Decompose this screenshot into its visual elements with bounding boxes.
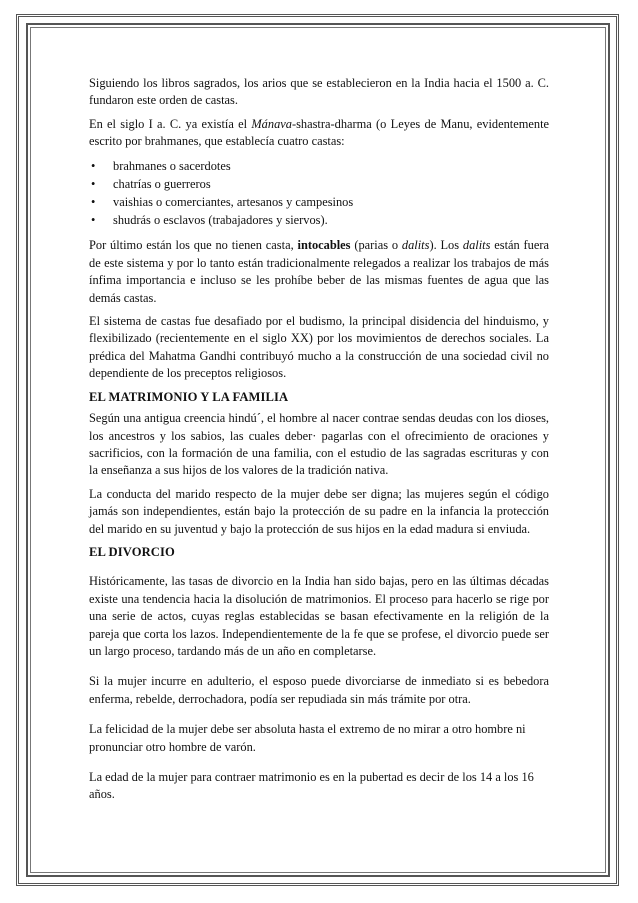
paragraph-adultery: Si la mujer incurre en adulterio, el esposo puede divorciarse de inmediato si es bebedora enferma, rebelde, derrochadora, podía ser repudiada sin más trámite por otra. [89,674,549,706]
untouchables-text-4: están fuera de este sistema y por lo tanto están tradicionalmente relegados a realizar los trabajos de más ínfima importancia e incluso se les prohíbe beber de las mismas fuentes de agua que las demás castas. [89,238,550,305]
manava-italic: Mánava [251,116,292,131]
paragraph-manu-laws [89,116,549,151]
paragraph-marriage-age: La edad de la mujer para contraer matrimonio es en la pubertad es decir de los 14 a los 16 años. [89,770,534,802]
caste-list [89,157,549,230]
list-item [89,193,549,211]
paragraph-manu-text-2: -shastra-dharma (o Leyes de Manu, evidentemente escrito por brahmanes, que establecía cuatro castas: [89,116,550,149]
paragraph-aryans: Siguiendo los libros sagrados, los arios que se establecieron en la India hacia el 1500 a. C. fundaron este orden de castas. [89,76,549,108]
caste-label: chatrías o guerreros [113,176,211,191]
paragraph-happiness: La felicidad de la mujer debe ser absoluta hasta el extremo de no mirar a otro hombre ni pronunciar otro hombre de varón. [89,722,526,754]
bullet-icon: • [91,176,96,191]
caste-label: vaishias o comerciantes, artesanos y campesinos [113,195,354,210]
dalits-italic: dalits [462,238,491,253]
paragraph-untouchables [89,237,549,307]
paragraph-caste-challenge: El sistema de castas fue desafiado por el budismo, la principal disidencia del hinduismo, y flexibilizado (recientemente en el siglo XX) por los movimientos de derechos sociales. La prédica del Mahatma Gandhi contribuyó mucho a la construcción de una sociedad civil no dependiente de los preceptos religiosos. [89,314,549,381]
bullet-icon: • [91,195,96,210]
bullet-icon: • [91,213,96,228]
heading-marriage-family: EL MATRIMONIO Y LA FAMILIA [89,389,289,404]
paragraph-ancient-belief: Según una antigua creencia hindú´, el hombre al nacer contrae sendas deudas con los dioses, los ancestros y los sabios, las cuales deber· pagarlas con el ofrecimiento de oraciones y sacrificios, con la formación de una familia, con el estudio de las sagradas escrituras y con la enseñanza a sus hijos de los valores de la tradición nativa. [89,411,549,478]
untouchables-text-2: (parias o [350,238,402,253]
heading-divorce: EL DIVORCIO [89,544,175,559]
paragraph-manu-text-1: En el siglo I a. C. ya existía el [89,116,252,131]
untouchables-bold: intocables [297,238,351,253]
list-item [89,175,549,193]
untouchables-text-1: Por último están los que no tienen casta, [89,238,298,253]
dalits-italic: dalits [401,238,430,253]
paragraph-husband-conduct: La conducta del marido respecto de la mujer debe ser digna; las mujeres según el código jamás son independientes, están bajo la protección de su padre en la infancia la protección del marido en su juventud y bajo la protección de sus hijos en la edad madura si enviuda. [89,486,549,536]
list-item [89,211,549,229]
paragraph-divorce-history: Históricamente, las tasas de divorcio en la India han sido bajas, pero en las últimas décadas existe una tendencia hacia la disolución de matrimonios. El proceso para hacerlo se rige por una serie de actos, cuyas reglas establecidas se basan efectivamente en la religión de la pareja que corta los lazos. Independientemente de la fe que se profese, el divorcio puede ser un largo proceso, tardando más de un año en completarse. [89,574,549,658]
untouchables-text-3: ). Los [429,238,463,253]
list-item [89,157,549,175]
caste-label: shudrás o esclavos (trabajadores y siervos). [113,213,328,228]
document-body [89,75,549,804]
caste-label: brahmanes o sacerdotes [113,158,231,173]
bullet-icon: • [91,158,96,173]
